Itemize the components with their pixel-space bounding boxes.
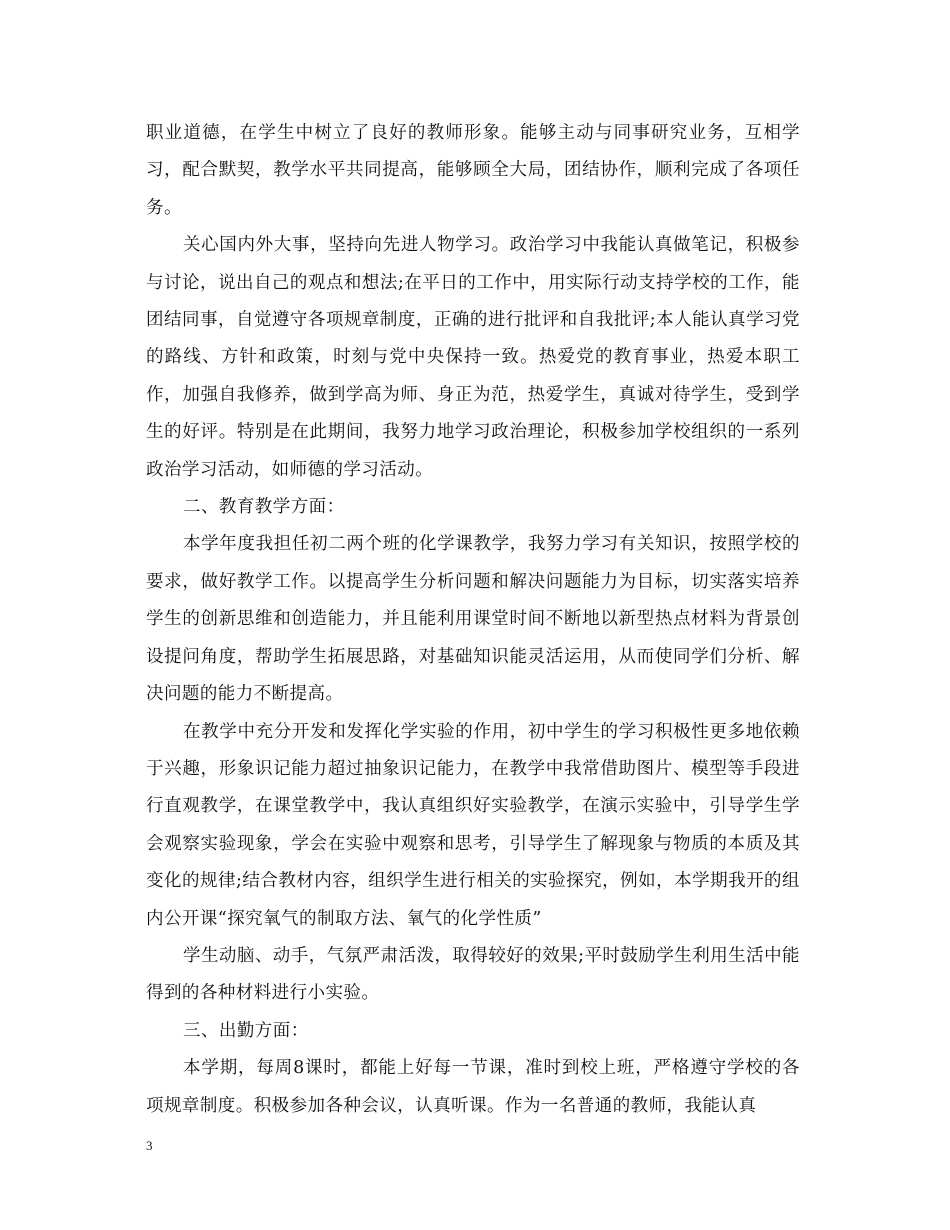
- section-heading-teaching: 二、教育教学方面：: [183, 497, 345, 518]
- paragraph-1: 职业道德，在学生中树立了良好的教师形象。能够主动与同事研究业务，互相学习，配合默契，教学水平共同提高，能够顾全大局，团结协作，顺利完成了各项任务。: [146, 123, 800, 218]
- paragraph-2: 关心国内外大事，坚持向先进人物学习。政治学习中我能认真做笔记，积极参与讨论，说出自己的观点和想法;在平日的工作中，用实际行动支持学校的工作，能团结同事，自觉遵守各项规章制度，正确的进行批评和自我批评;本人能认真学习党的路线、方针和政策，时刻与党中央保持一致。热爱党的教育事业，热爱本职工作，加强自我修养，做到学高为师、身正为范，热爱学生，真诚对待学生，受到学生的好评。特别是在此期间，我努力地学习政治理论，积极参加学校组织的一系列政治学习活动，如师德的学习活动。: [146, 235, 800, 480]
- paragraph-5: 学生动脑、动手，气氛严肃活泼，取得较好的效果;平时鼓励学生利用生活中能得到的各种材料进行小实验。: [146, 945, 800, 1004]
- page-number: 3: [146, 1138, 153, 1153]
- paragraph-6: 本学期，每周8课时，都能上好每一节课，准时到校上班，严格遵守学校的各项规章制度。积极参加各种会议，认真听课。作为一名普通的教师，我能认真: [146, 1058, 800, 1116]
- paragraph-3: 本学年度我担任初二两个班的化学课教学，我努力学习有关知识，按照学校的要求，做好教学工作。以提高学生分析问题和解决问题能力为目标，切实落实培养学生的创新思维和创造能力，并且能利用课堂时间不断地以新型热点材料为背景创设提问角度，帮助学生拓展思路，对基础知识能灵活运用，从而使同学们分析、解决问题的能力不断提高。: [146, 534, 800, 705]
- document-body: [146, 115, 800, 1125]
- section-heading-attendance: 三、出勤方面：: [183, 1020, 309, 1041]
- paragraph-4: 在教学中充分开发和发挥化学实验的作用，初中学生的学习积极性更多地依赖于兴趣，形象识记能力超过抽象识记能力，在教学中我常借助图片、模型等手段进行直观教学，在课堂教学中，我认真组织好实验教学，在演示实验中，引导学生学会观察实验现象，学会在实验中观察和思考，引导学生了解现象与物质的本质及其变化的规律;结合教材内容，组织学生进行相关的实验探究，例如，本学期我开的组内公开课“探究氧气的制取方法、氧气的化学性质”: [146, 721, 800, 929]
